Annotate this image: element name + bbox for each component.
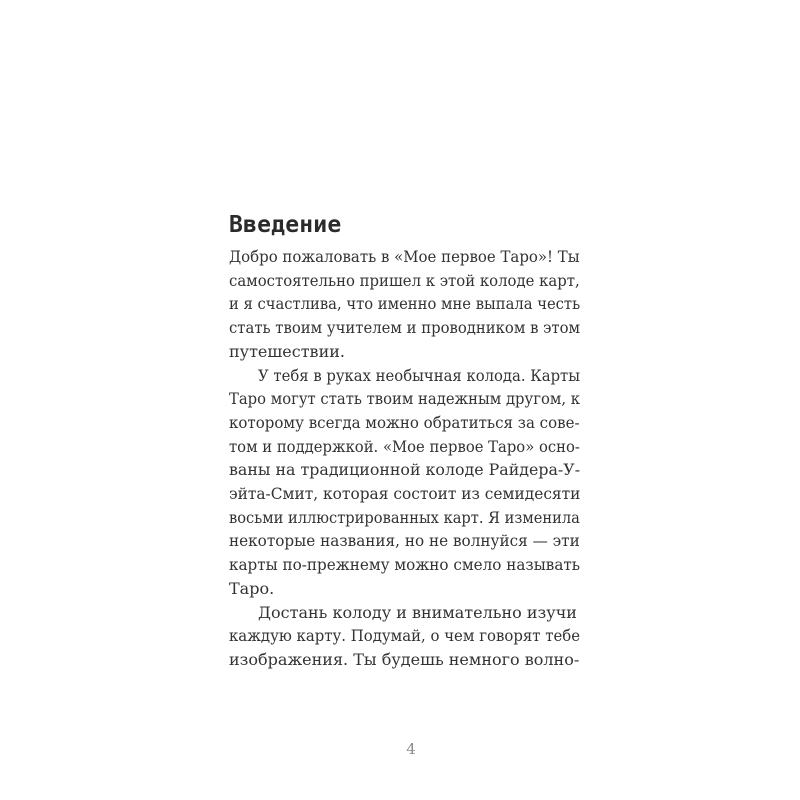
text-line: эйта-Смит, которая состоит из семидесяти	[229, 484, 581, 503]
paragraph-first-line: Достань колоду и внимательно изучи	[258, 602, 577, 622]
page-number: 4	[406, 740, 416, 758]
text-line: восьми иллюстрированных карт. Я изменила	[229, 507, 580, 527]
text-line: карты по-прежнему можно смело называть	[229, 555, 581, 575]
text-line: ваны на традиционной колоде Райдера-У-	[229, 460, 581, 480]
text-line: Добро пожаловать в «Мое первое Таро»! Ты	[229, 247, 580, 266]
text-line: Таро могут стать твоим надежным другом, к	[229, 389, 580, 409]
text-line: самостоятельно пришел к этой колоде карт,	[229, 270, 580, 290]
text-line: и я счастлива, что именно мне выпала честь	[229, 294, 581, 314]
text-line: путешествии.	[229, 341, 345, 361]
text-line: том и поддержкой. «Мое первое Таро» осно-	[229, 436, 580, 456]
text-line: которому всегда можно обратиться за сове-	[229, 412, 580, 432]
text-line: Таро.	[229, 578, 275, 598]
text-line: изображения. Ты будешь немного волно-	[229, 649, 580, 669]
section-heading: Введение	[229, 212, 342, 238]
text-line: некоторые названия, но не волнуйся — эти	[229, 531, 580, 551]
text-line: каждую карту. Подумай, о чем говорят тебе	[229, 626, 581, 646]
text-line: стать твоим учителем и проводником в этом	[229, 318, 581, 338]
paragraph-first-line: У тебя в руках необычная колода. Карты	[258, 365, 581, 385]
